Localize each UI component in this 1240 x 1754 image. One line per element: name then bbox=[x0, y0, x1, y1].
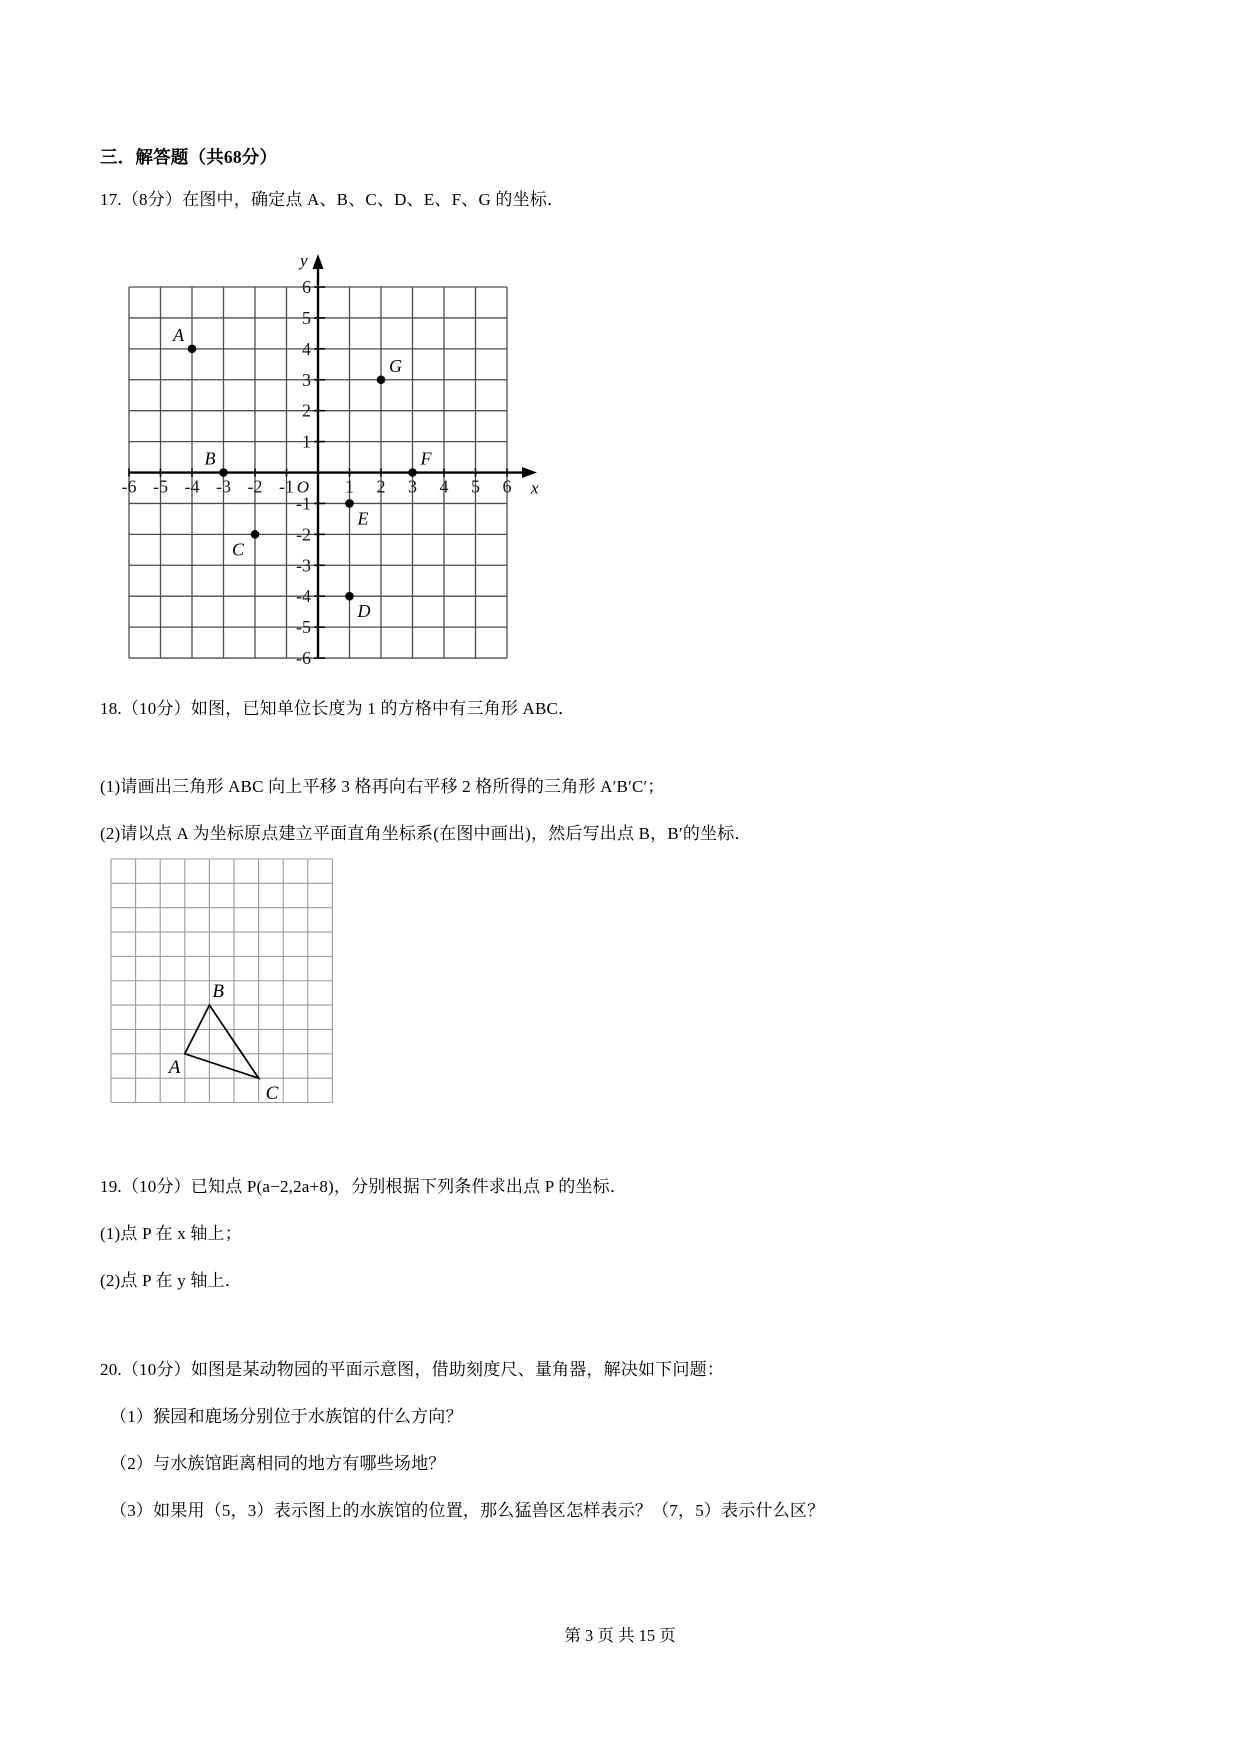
svg-text:4: 4 bbox=[439, 476, 449, 497]
svg-text:-4: -4 bbox=[184, 476, 200, 497]
svg-text:A: A bbox=[168, 1056, 181, 1078]
q19-stem: 19.（10分）已知点 P(a−2,2a+8)，分别根据下列条件求出点 P 的坐标． bbox=[100, 1177, 628, 1196]
svg-text:y: y bbox=[300, 251, 308, 270]
svg-text:3: 3 bbox=[408, 476, 417, 497]
svg-text:-2: -2 bbox=[247, 476, 263, 497]
q19-part1: (1)点 P 在 x 轴上； bbox=[100, 1224, 242, 1243]
svg-text:1: 1 bbox=[302, 431, 311, 452]
q20-part1: （1）猴园和鹿场分别位于水族馆的什么方向？ bbox=[110, 1407, 463, 1426]
svg-text:A: A bbox=[173, 324, 184, 345]
q18-grid-triangle-figure bbox=[95, 850, 355, 1112]
svg-text:B: B bbox=[212, 981, 225, 1003]
svg-text:E: E bbox=[357, 508, 369, 529]
svg-text:6: 6 bbox=[502, 476, 512, 497]
svg-text:-6: -6 bbox=[121, 476, 137, 497]
svg-text:2: 2 bbox=[302, 400, 311, 421]
svg-text:-3: -3 bbox=[296, 555, 311, 576]
svg-text:-4: -4 bbox=[296, 586, 311, 607]
svg-text:C: C bbox=[232, 539, 245, 560]
q17-stem: 17.（8分）在图中，确定点 A、B、C、D、E、F、G 的坐标． bbox=[100, 190, 565, 209]
q18-part1: (1)请画出三角形 ABC 向上平移 3 格再向右平移 2 格所得的三角形 A′B′C′； bbox=[100, 777, 665, 796]
svg-text:5: 5 bbox=[471, 476, 480, 497]
q19-part2: (2)点 P 在 y 轴上． bbox=[100, 1271, 242, 1290]
axes bbox=[122, 251, 540, 668]
page-footer: 第 3 页 共 15 页 bbox=[564, 1626, 676, 1645]
q20-stem: 20.（10分）如图是某动物园的平面示意图，借助刻度尺、量角器，解决如下问题： bbox=[100, 1360, 725, 1379]
q18-part2: (2)请以点 A 为坐标原点建立平面直角坐标系(在图中画出)，然后写出点 B，B′的坐标． bbox=[100, 824, 752, 843]
svg-text:-1: -1 bbox=[296, 493, 311, 514]
svg-text:-6: -6 bbox=[296, 648, 311, 669]
svg-text:D: D bbox=[357, 601, 371, 622]
svg-text:-5: -5 bbox=[153, 476, 168, 497]
svg-text:C: C bbox=[265, 1083, 279, 1105]
svg-text:4: 4 bbox=[302, 338, 311, 359]
svg-text:O: O bbox=[296, 477, 309, 497]
q20-part2: （2）与水族馆距离相同的地方有哪些场地？ bbox=[110, 1454, 446, 1473]
q18-stem: 18.（10分）如图，已知单位长度为 1 的方格中有三角形 ABC． bbox=[100, 699, 576, 718]
svg-text:B: B bbox=[204, 448, 216, 469]
svg-text:-5: -5 bbox=[296, 617, 311, 638]
svg-text:5: 5 bbox=[302, 307, 311, 328]
q17-coordinate-plane-figure bbox=[95, 228, 555, 678]
section-heading: 三．解答题（共68分） bbox=[100, 147, 278, 167]
triangle-abc bbox=[167, 981, 279, 1104]
svg-text:6: 6 bbox=[302, 277, 311, 297]
svg-text:1: 1 bbox=[345, 476, 354, 497]
svg-text:G: G bbox=[389, 355, 402, 376]
svg-text:x: x bbox=[531, 478, 539, 498]
svg-text:-3: -3 bbox=[216, 476, 231, 497]
svg-text:3: 3 bbox=[302, 369, 311, 390]
svg-text:-1: -1 bbox=[279, 476, 294, 497]
svg-text:F: F bbox=[420, 448, 432, 469]
svg-text:2: 2 bbox=[376, 476, 386, 497]
svg-text:-2: -2 bbox=[296, 524, 311, 545]
q20-part3: （3）如果用（5，3）表示图上的水族馆的位置，那么猛兽区怎样表示？（7，5）表示什么区？ bbox=[110, 1501, 825, 1520]
